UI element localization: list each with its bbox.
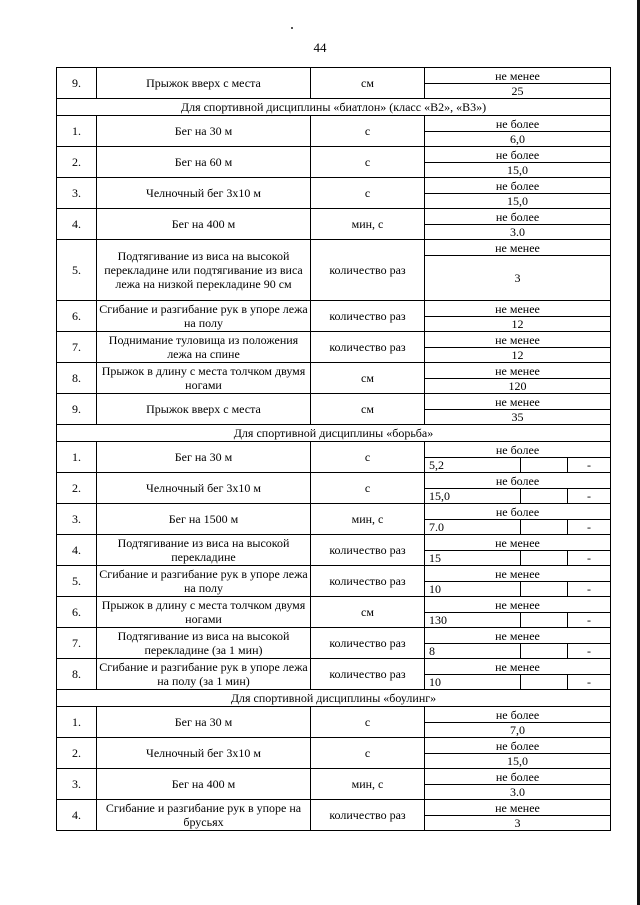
empty-subcell [521,644,568,658]
norms-table [56,67,611,831]
exercise-name: Прыжок вверх с места [97,394,311,425]
unit-of-measure: количество раз [311,628,425,659]
value-split [425,675,610,689]
criterion-label: не более [425,442,611,458]
criterion-label: не более [425,769,611,785]
row-number: 1. [57,116,97,147]
dash-subcell: - [587,520,591,534]
unit-of-measure: см [311,394,425,425]
table-row [57,442,611,458]
exercise-name: Сгибание и разгибание рук в упоре лежа на полу [97,566,311,597]
criterion-label: не менее [425,394,611,410]
unit-of-measure: мин, с [311,209,425,240]
row-number: 2. [57,738,97,769]
unit-of-measure: см [311,68,425,99]
norm-value: 15,0 [425,163,611,178]
unit-of-measure: количество раз [311,332,425,363]
norm-value: 12 [425,317,611,332]
criterion-label: не более [425,707,611,723]
exercise-name: Прыжок вверх с места [97,68,311,99]
exercise-name: Подтягивание из виса на высокой перекладине или подтягивание из виса лежа на низкой перекладине 90 см [97,240,311,301]
section-title: Для спортивной дисциплины «боулинг» [57,690,611,707]
row-number: 3. [57,178,97,209]
unit-of-measure: с [311,473,425,504]
value-cell [425,675,611,690]
empty-subcell [521,551,568,565]
dash-subcell: - [587,458,591,472]
empty-subcell [521,582,568,596]
norm-value: 15,0 [425,754,611,769]
table-row [57,659,611,675]
unit-of-measure: количество раз [311,240,425,301]
norm-value: 3 [425,256,611,301]
unit-of-measure: с [311,738,425,769]
norm-value: 15 [425,551,521,565]
norm-value: 120 [425,379,611,394]
dash-subcell: - [587,551,591,565]
exercise-name: Бег на 400 м [97,769,311,800]
row-number: 9. [57,68,97,99]
value-cell [425,520,611,535]
exercise-name: Бег на 30 м [97,707,311,738]
norm-value: 15,0 [425,489,521,503]
row-number: 4. [57,209,97,240]
dash-subcell: - [587,489,591,503]
row-number: 4. [57,535,97,566]
norm-value: 12 [425,348,611,363]
exercise-name: Поднимание туловища из положения лежа на спине [97,332,311,363]
value-split [425,458,610,472]
row-number: 7. [57,332,97,363]
criterion-label: не более [425,209,611,225]
empty-subcell [521,489,568,503]
table-row [57,394,611,410]
norm-value: 3 [425,816,611,831]
exercise-name: Челночный бег 3х10 м [97,473,311,504]
criterion-label: не более [425,147,611,163]
section-row [57,690,611,707]
row-number: 2. [57,473,97,504]
dash-subcell: - [587,613,591,627]
table-row [57,769,611,785]
table-row [57,363,611,379]
table-row [57,473,611,489]
page-number: 44 [313,40,327,55]
dash-subcell: - [587,582,591,596]
unit-of-measure: количество раз [311,659,425,690]
section-row [57,425,611,442]
norm-value: 5,2 [425,458,521,472]
empty-subcell [521,520,568,534]
norm-value: 7,0 [425,723,611,738]
row-number: 3. [57,504,97,535]
row-number: 8. [57,659,97,690]
exercise-name: Прыжок в длину с места толчком двумя ногами [97,363,311,394]
row-number: 4. [57,800,97,831]
exercise-name: Бег на 30 м [97,442,311,473]
table-row [57,116,611,132]
table-row [57,738,611,754]
value-cell [425,613,611,628]
exercise-name: Челночный бег 3х10 м [97,738,311,769]
criterion-label: не менее [425,301,611,317]
unit-of-measure: с [311,707,425,738]
criterion-label: не менее [425,332,611,348]
exercise-name: Сгибание и разгибание рук в упоре лежа на полу [97,301,311,332]
norm-value: 10 [425,675,521,689]
row-number: 7. [57,628,97,659]
row-number: 6. [57,301,97,332]
criterion-label: не более [425,178,611,194]
norm-value: 35 [425,410,611,425]
exercise-name: Сгибание и разгибание рук в упоре лежа на полу (за 1 мин) [97,659,311,690]
value-cell [425,582,611,597]
value-split [425,582,610,596]
unit-of-measure: с [311,147,425,178]
criterion-label: не менее [425,628,611,644]
criterion-label: не менее [425,800,611,816]
norm-value: 3.0 [425,225,611,240]
row-number: 1. [57,707,97,738]
value-split [425,520,610,534]
exercise-name: Бег на 30 м [97,116,311,147]
scan-dot [291,27,293,29]
table-row [57,178,611,194]
criterion-label: не более [425,473,611,489]
table-row [57,240,611,256]
unit-of-measure: с [311,116,425,147]
exercise-name: Подтягивание из виса на высокой перекладине (за 1 мин) [97,628,311,659]
section-row [57,99,611,116]
table-row [57,597,611,613]
norms-table-body [57,68,611,831]
value-cell [425,458,611,473]
table-row [57,535,611,551]
unit-of-measure: см [311,597,425,628]
norm-value: 10 [425,582,521,596]
value-split [425,551,610,565]
criterion-label: не менее [425,363,611,379]
unit-of-measure: с [311,178,425,209]
table-row [57,209,611,225]
norm-value: 3.0 [425,785,611,800]
value-cell [425,489,611,504]
row-number: 2. [57,147,97,178]
norm-value: 25 [425,84,611,99]
value-split [425,644,610,658]
section-title: Для спортивной дисциплины «борьба» [57,425,611,442]
exercise-name: Подтягивание из виса на высокой перекладине [97,535,311,566]
value-split [425,613,610,627]
exercise-name: Прыжок в длину с места толчком двумя ногами [97,597,311,628]
table-row [57,707,611,723]
table-row [57,301,611,317]
criterion-label: не более [425,738,611,754]
row-number: 3. [57,769,97,800]
unit-of-measure: мин, с [311,769,425,800]
unit-of-measure: с [311,442,425,473]
exercise-name: Сгибание и разгибание рук в упоре на брусьях [97,800,311,831]
unit-of-measure: см [311,363,425,394]
table-row [57,800,611,816]
value-split [425,489,610,503]
criterion-label: не менее [425,566,611,582]
criterion-label: не более [425,504,611,520]
criterion-label: не более [425,116,611,132]
row-number: 6. [57,597,97,628]
row-number: 5. [57,566,97,597]
table-row [57,332,611,348]
table-row [57,504,611,520]
criterion-label: не менее [425,68,611,84]
exercise-name: Бег на 1500 м [97,504,311,535]
section-title: Для спортивной дисциплины «биатлон» (класс «В2», «В3») [57,99,611,116]
empty-subcell [521,458,568,472]
norm-value: 7.0 [425,520,521,534]
row-number: 8. [57,363,97,394]
value-cell [425,551,611,566]
row-number: 9. [57,394,97,425]
norm-value: 15,0 [425,194,611,209]
row-number: 5. [57,240,97,301]
table-row [57,147,611,163]
row-number: 1. [57,442,97,473]
table-row [57,628,611,644]
unit-of-measure: количество раз [311,566,425,597]
unit-of-measure: количество раз [311,301,425,332]
unit-of-measure: количество раз [311,800,425,831]
norm-value: 130 [425,613,521,627]
empty-subcell [521,675,568,689]
dash-subcell: - [587,675,591,689]
table-row [57,566,611,582]
criterion-label: не менее [425,659,611,675]
norm-value: 6,0 [425,132,611,147]
exercise-name: Челночный бег 3х10 м [97,178,311,209]
table-row [57,68,611,84]
unit-of-measure: мин, с [311,504,425,535]
exercise-name: Бег на 60 м [97,147,311,178]
criterion-label: не менее [425,597,611,613]
empty-subcell [521,613,568,627]
unit-of-measure: количество раз [311,535,425,566]
norm-value: 8 [425,644,521,658]
criterion-label: не менее [425,240,611,256]
criterion-label: не менее [425,535,611,551]
dash-subcell: - [587,644,591,658]
exercise-name: Бег на 400 м [97,209,311,240]
value-cell [425,644,611,659]
